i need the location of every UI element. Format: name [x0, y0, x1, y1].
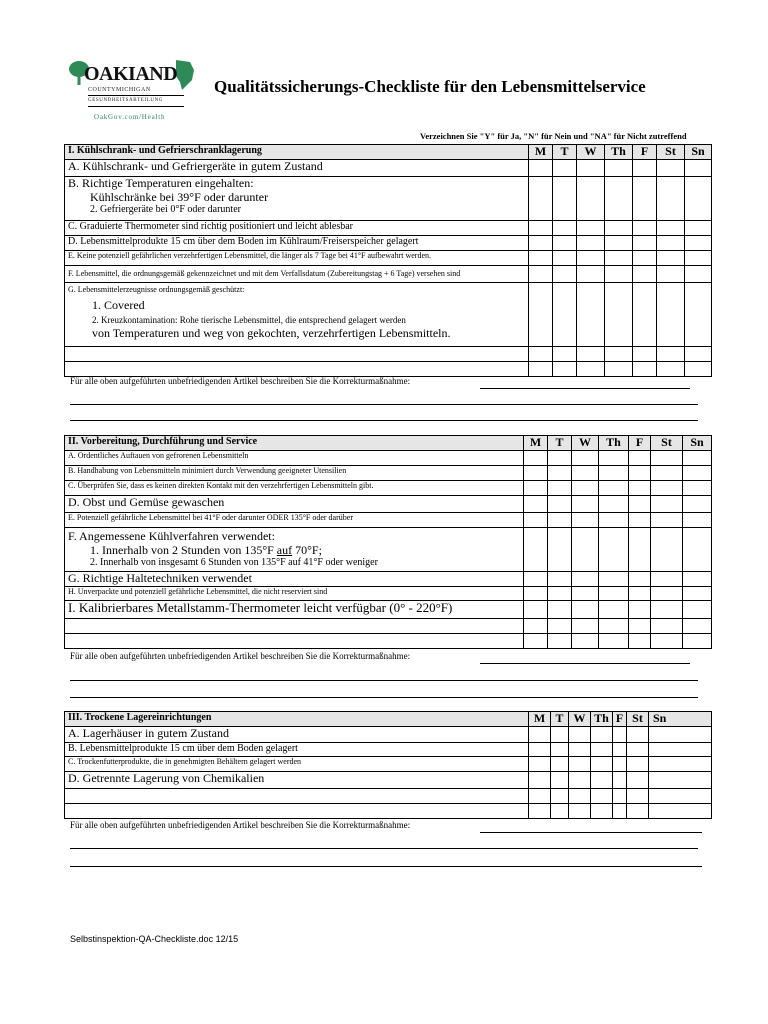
check-cell[interactable] [633, 159, 657, 176]
table-row [65, 159, 712, 176]
check-cell[interactable] [629, 512, 651, 527]
table-row [65, 265, 712, 282]
section-2-title: II. Vorbereitung, Durchführung und Service [65, 436, 524, 451]
check-cell[interactable] [553, 250, 577, 265]
check-cell[interactable] [649, 788, 712, 803]
corrective-action-line[interactable] [70, 697, 698, 698]
check-cell[interactable] [633, 265, 657, 282]
table-row [65, 361, 712, 376]
check-cell[interactable] [553, 159, 577, 176]
check-cell[interactable] [685, 220, 712, 235]
check-cell[interactable] [651, 495, 683, 512]
check-cell[interactable] [529, 346, 553, 361]
check-cell[interactable] [629, 527, 651, 571]
check-cell[interactable] [657, 346, 685, 361]
table-row [65, 788, 712, 803]
check-cell[interactable] [629, 618, 651, 633]
table-row [65, 176, 712, 220]
corrective-action-label: Für alle oben aufgeführten unbefriedigenden Artikel beschreiben Sie die Korrekturmaßnahme: [70, 820, 411, 830]
check-cell[interactable] [629, 633, 651, 648]
check-cell[interactable] [651, 512, 683, 527]
check-cell[interactable] [577, 361, 605, 376]
corrective-action-line[interactable] [480, 388, 690, 389]
table-row [65, 742, 712, 756]
empty-item [65, 361, 529, 376]
table-row [65, 726, 712, 742]
check-cell[interactable] [605, 361, 633, 376]
check-cell[interactable] [572, 450, 599, 465]
check-cell[interactable] [683, 633, 712, 648]
check-cell[interactable] [605, 346, 633, 361]
logo-county-text: COUNTYMICHIGAN [88, 87, 151, 93]
checklist-item: D. Getrennte Lagerung von Chemikalien [65, 771, 529, 788]
oakland-county-logo [68, 58, 198, 124]
check-cell[interactable] [649, 771, 712, 788]
check-cell[interactable] [633, 250, 657, 265]
check-cell[interactable] [572, 618, 599, 633]
day-header: T [551, 712, 569, 727]
day-header: Sn [683, 436, 712, 451]
item-g-sub1: 1. Covered [92, 297, 145, 312]
check-cell[interactable] [572, 586, 599, 600]
check-cell[interactable] [627, 771, 649, 788]
check-cell[interactable] [605, 265, 633, 282]
check-cell[interactable] [685, 235, 712, 250]
check-cell[interactable] [599, 527, 629, 571]
check-cell[interactable] [529, 742, 551, 756]
check-cell[interactable] [685, 159, 712, 176]
corrective-action-line[interactable] [70, 420, 698, 421]
check-cell[interactable] [683, 512, 712, 527]
check-cell[interactable] [613, 788, 627, 803]
check-cell[interactable] [572, 465, 599, 480]
check-cell[interactable] [683, 450, 712, 465]
check-cell[interactable] [529, 788, 551, 803]
day-header: W [572, 436, 599, 451]
check-cell[interactable] [613, 771, 627, 788]
check-cell[interactable] [657, 250, 685, 265]
check-cell[interactable] [599, 465, 629, 480]
check-cell[interactable] [627, 803, 649, 818]
logo-wordmark: OAKIAND [84, 63, 178, 85]
table-row [65, 618, 712, 633]
item-g-sub2-cont: von Temperaturen und weg von gekochten, verzehrfertigen Lebensmitteln. [92, 326, 451, 341]
item-g-sub2: 2. Kreuzkontamination: Rohe tierische Lebensmittel, die entsprechend gelagert werden [92, 314, 406, 325]
check-cell[interactable] [529, 361, 553, 376]
check-cell[interactable] [657, 159, 685, 176]
corrective-action-line[interactable] [70, 680, 698, 681]
check-cell[interactable] [591, 756, 613, 771]
check-cell[interactable] [649, 742, 712, 756]
check-cell[interactable] [599, 495, 629, 512]
check-cell[interactable] [651, 571, 683, 586]
checklist-item [65, 282, 529, 346]
section-1-table [64, 144, 712, 377]
check-cell[interactable] [551, 771, 569, 788]
check-cell[interactable] [657, 282, 685, 346]
check-cell[interactable] [524, 495, 548, 512]
checklist-item: E. Potenziell gefährliche Lebensmittel bei 41°F oder darunter ODER 135°F oder darüber [65, 512, 524, 527]
checklist-item: C. Graduierte Thermometer sind richtig positioniert und leicht ablesbar [65, 220, 529, 235]
check-cell[interactable] [657, 220, 685, 235]
day-header: F [633, 145, 657, 160]
check-cell[interactable] [633, 235, 657, 250]
item-b-sub2: 2. Gefriergeräte bei 0°F oder darunter [90, 204, 241, 216]
check-cell[interactable] [629, 450, 651, 465]
check-cell[interactable] [577, 176, 605, 220]
check-cell[interactable] [633, 346, 657, 361]
check-cell[interactable] [683, 480, 712, 495]
check-cell[interactable] [553, 235, 577, 250]
check-cell[interactable] [651, 618, 683, 633]
check-cell[interactable] [524, 600, 548, 618]
day-header: St [657, 145, 685, 160]
check-cell[interactable] [651, 600, 683, 618]
check-cell[interactable] [685, 361, 712, 376]
empty-item [65, 788, 529, 803]
item-b-sub1: Kühlschränke bei 39°F oder darunter [90, 189, 269, 204]
checklist-item: I. Kalibrierbares Metallstamm-Thermometer leicht verfügbar (0° - 220°F) [65, 600, 524, 618]
check-cell[interactable] [548, 512, 572, 527]
check-cell[interactable] [629, 571, 651, 586]
check-cell[interactable] [529, 756, 551, 771]
check-cell[interactable] [529, 771, 551, 788]
check-cell[interactable] [577, 282, 605, 346]
section-3-table [64, 711, 712, 819]
check-cell[interactable] [651, 527, 683, 571]
check-cell[interactable] [683, 495, 712, 512]
day-header: St [651, 436, 683, 451]
check-cell[interactable] [569, 726, 591, 742]
check-cell[interactable] [633, 220, 657, 235]
check-cell[interactable] [524, 571, 548, 586]
check-cell[interactable] [591, 771, 613, 788]
check-cell[interactable] [613, 742, 627, 756]
corrective-action-line[interactable] [70, 848, 698, 849]
check-cell[interactable] [551, 803, 569, 818]
table-row [65, 527, 712, 571]
section-3-title: III. Trockene Lagereinrichtungen [65, 712, 529, 727]
check-cell[interactable] [633, 361, 657, 376]
check-cell[interactable] [657, 235, 685, 250]
check-cell[interactable] [605, 220, 633, 235]
day-header: T [553, 145, 577, 160]
check-cell[interactable] [599, 571, 629, 586]
table-row [65, 250, 712, 265]
day-header: M [524, 436, 548, 451]
check-cell[interactable] [657, 176, 685, 220]
checklist-item: G. Richtige Haltetechniken verwendet [65, 571, 524, 586]
check-cell[interactable] [627, 788, 649, 803]
logo-website-text: OakGov.com/Health [94, 113, 166, 121]
check-cell[interactable] [551, 788, 569, 803]
empty-item [65, 633, 524, 648]
check-cell[interactable] [548, 480, 572, 495]
check-cell[interactable] [524, 465, 548, 480]
check-cell[interactable] [605, 282, 633, 346]
check-cell[interactable] [529, 265, 553, 282]
table-row [65, 346, 712, 361]
day-header: W [577, 145, 605, 160]
checklist-item: B. Handhabung von Lebensmitteln minimiert durch Verwendung geeigneter Utensilien [65, 465, 524, 480]
check-cell[interactable] [683, 600, 712, 618]
day-header: Sn [685, 145, 712, 160]
check-cell[interactable] [569, 788, 591, 803]
check-cell[interactable] [591, 726, 613, 742]
checklist-item: H. Unverpackte und potenziell gefährliche Lebensmittel, die nicht reserviert sind [65, 586, 524, 600]
corrective-action-line[interactable] [480, 663, 690, 664]
table-row [65, 633, 712, 648]
check-cell[interactable] [613, 726, 627, 742]
day-header: Th [591, 712, 613, 727]
check-cell[interactable] [651, 586, 683, 600]
table-row [65, 600, 712, 618]
item-g-label: G. Lebensmittelerzeugnisse ordnungsgemäß geschützt: [68, 284, 245, 294]
check-cell[interactable] [548, 495, 572, 512]
check-cell[interactable] [548, 571, 572, 586]
check-cell[interactable] [613, 803, 627, 818]
check-cell[interactable] [651, 465, 683, 480]
logo-department-text: GESUNDHEITSABTEILUNG [88, 98, 164, 103]
check-cell[interactable] [577, 159, 605, 176]
check-cell[interactable] [529, 250, 553, 265]
day-header: T [548, 436, 572, 451]
checklist-item: C. Überprüfen Sie, dass es keinen direkten Kontakt mit den verzehrfertigen Lebensmitteln gibt. [65, 480, 524, 495]
check-cell[interactable] [685, 265, 712, 282]
check-cell[interactable] [577, 250, 605, 265]
check-cell[interactable] [651, 480, 683, 495]
corrective-action-label: Für alle oben aufgeführten unbefriedigenden Artikel beschreiben Sie die Korrekturmaßnahme: [70, 651, 411, 661]
item-f-sub2: 2. Innerhalb von insgesamt 6 Stunden von 135°F auf 41°F oder weniger [90, 557, 378, 569]
table-row [65, 756, 712, 771]
checklist-item: A. Ordentliches Auftauen von gefrorenen Lebensmitteln [65, 450, 524, 465]
check-cell[interactable] [524, 586, 548, 600]
checklist-item [65, 527, 524, 571]
item-b-label: B. Richtige Temperaturen eingehalten: [68, 176, 254, 190]
day-header: Sn [649, 712, 712, 727]
check-cell[interactable] [553, 220, 577, 235]
check-cell[interactable] [572, 600, 599, 618]
section-1-title: I. Kühlschrank- und Gefrierschranklagerung [65, 145, 529, 160]
day-header: Th [605, 145, 633, 160]
table-row [65, 282, 712, 346]
check-cell[interactable] [613, 756, 627, 771]
checklist-item: D. Obst und Gemüse gewaschen [65, 495, 524, 512]
check-cell[interactable] [577, 346, 605, 361]
check-cell[interactable] [524, 480, 548, 495]
check-cell[interactable] [569, 742, 591, 756]
table-row [65, 465, 712, 480]
check-cell[interactable] [629, 586, 651, 600]
check-cell[interactable] [683, 571, 712, 586]
check-cell[interactable] [629, 480, 651, 495]
footer-filename: Selbstinspektion-QA-Checkliste.doc 12/15 [70, 934, 239, 944]
check-cell[interactable] [524, 633, 548, 648]
check-cell[interactable] [577, 220, 605, 235]
check-cell[interactable] [651, 450, 683, 465]
check-cell[interactable] [683, 618, 712, 633]
table-row [65, 495, 712, 512]
corrective-action-line[interactable] [70, 866, 702, 867]
check-cell[interactable] [591, 788, 613, 803]
page-title: Qualitätssicherungs-Checkliste für den Lebensmittelservice [214, 77, 646, 96]
check-cell[interactable] [599, 600, 629, 618]
empty-item [65, 618, 524, 633]
corrective-action-label: Für alle oben aufgeführten unbefriedigenden Artikel beschreiben Sie die Korrekturmaßnahme: [70, 376, 411, 386]
day-header: Th [599, 436, 629, 451]
check-cell[interactable] [569, 771, 591, 788]
table-row [65, 450, 712, 465]
corrective-action-line[interactable] [480, 832, 702, 833]
corrective-action-line[interactable] [70, 404, 698, 405]
check-cell[interactable] [605, 176, 633, 220]
table-row [65, 220, 712, 235]
item-f-sub1 [68, 544, 520, 558]
check-cell[interactable] [553, 361, 577, 376]
check-cell[interactable] [683, 527, 712, 571]
item-f-sub1-text: 1. Innerhalb von 2 Stunden von 135°F [90, 542, 274, 557]
check-cell[interactable] [627, 756, 649, 771]
check-cell[interactable] [529, 159, 553, 176]
check-cell[interactable] [553, 265, 577, 282]
checklist-item: B. Lebensmittelprodukte 15 cm über dem Boden gelagert [65, 742, 529, 756]
check-cell[interactable] [591, 742, 613, 756]
check-cell[interactable] [599, 618, 629, 633]
check-cell[interactable] [551, 756, 569, 771]
check-cell[interactable] [529, 176, 553, 220]
check-cell[interactable] [629, 465, 651, 480]
legend-note: Verzeichnen Sie "Y" für Ja, "N" für Nein und "NA" für Nicht zutreffend [420, 131, 687, 141]
check-cell[interactable] [529, 282, 553, 346]
check-cell[interactable] [599, 633, 629, 648]
check-cell[interactable] [572, 480, 599, 495]
table-row [65, 803, 712, 818]
day-header: F [613, 712, 627, 727]
check-cell[interactable] [548, 465, 572, 480]
checklist-item: F. Lebensmittel, die ordnungsgemäß gekennzeichnet und mit dem Verfallsdatum (Zubereitungstag + 6 Tage) versehen sind [65, 265, 529, 282]
item-f-sub1-end: 70°F; [295, 542, 322, 557]
check-cell[interactable] [572, 633, 599, 648]
check-cell[interactable] [683, 586, 712, 600]
day-header: M [529, 712, 551, 727]
check-cell[interactable] [599, 586, 629, 600]
check-cell[interactable] [591, 803, 613, 818]
check-cell[interactable] [651, 633, 683, 648]
checklist-item: C. Trockenfutterprodukte, die in genehmigten Behältern gelagert werden [65, 756, 529, 771]
item-f-label: F. Angemessene Kühlverfahren verwendet: [68, 528, 275, 543]
section-2-header-row [65, 436, 712, 451]
check-cell[interactable] [605, 235, 633, 250]
check-cell[interactable] [553, 346, 577, 361]
table-row [65, 571, 712, 586]
table-row [65, 771, 712, 788]
check-cell[interactable] [553, 176, 577, 220]
check-cell[interactable] [685, 250, 712, 265]
checklist-item: A. Kühlschrank- und Gefriergeräte in gutem Zustand [65, 159, 529, 176]
empty-item [65, 803, 529, 818]
check-cell[interactable] [627, 726, 649, 742]
check-cell[interactable] [629, 600, 651, 618]
checklist-item: E. Keine potenziell gefährlichen verzehrfertigen Lebensmittel, die länger als 7 Tage bei 41°F aufbewahrt werden. [65, 250, 529, 265]
check-cell[interactable] [629, 495, 651, 512]
day-header: W [569, 712, 591, 727]
check-cell[interactable] [524, 512, 548, 527]
check-cell[interactable] [649, 803, 712, 818]
check-cell[interactable] [685, 282, 712, 346]
check-cell[interactable] [551, 726, 569, 742]
check-cell[interactable] [649, 726, 712, 742]
check-cell[interactable] [529, 803, 551, 818]
check-cell[interactable] [683, 465, 712, 480]
table-row [65, 586, 712, 600]
table-row [65, 512, 712, 527]
check-cell[interactable] [524, 618, 548, 633]
check-cell[interactable] [548, 450, 572, 465]
check-cell[interactable] [649, 756, 712, 771]
table-row [65, 480, 712, 495]
check-cell[interactable] [627, 742, 649, 756]
check-cell[interactable] [685, 176, 712, 220]
check-cell[interactable] [524, 450, 548, 465]
day-header: M [529, 145, 553, 160]
check-cell[interactable] [529, 220, 553, 235]
section-2-table [64, 435, 712, 649]
check-cell[interactable] [572, 527, 599, 571]
checklist-item: A. Lagerhäuser in gutem Zustand [65, 726, 529, 742]
empty-item [65, 346, 529, 361]
check-cell[interactable] [657, 265, 685, 282]
section-3-header-row [65, 712, 712, 727]
check-cell[interactable] [548, 527, 572, 571]
check-cell[interactable] [524, 527, 548, 571]
check-cell[interactable] [548, 600, 572, 618]
check-cell[interactable] [599, 512, 629, 527]
check-cell[interactable] [569, 756, 591, 771]
check-cell[interactable] [529, 235, 553, 250]
check-cell[interactable] [685, 346, 712, 361]
checklist-item: D. Lebensmittelprodukte 15 cm über dem Boden im Kühlraum/Freiserspeicher gelagert [65, 235, 529, 250]
check-cell[interactable] [548, 633, 572, 648]
check-cell[interactable] [572, 571, 599, 586]
check-cell[interactable] [572, 495, 599, 512]
check-cell[interactable] [599, 480, 629, 495]
day-header: St [627, 712, 649, 727]
check-cell[interactable] [551, 742, 569, 756]
check-cell[interactable] [572, 512, 599, 527]
check-cell[interactable] [548, 586, 572, 600]
table-row [65, 235, 712, 250]
check-cell[interactable] [633, 176, 657, 220]
logo-rule [88, 106, 184, 107]
check-cell[interactable] [605, 250, 633, 265]
check-cell[interactable] [657, 361, 685, 376]
check-cell[interactable] [577, 235, 605, 250]
check-cell[interactable] [577, 265, 605, 282]
item-f-sub1-underlined: auf [276, 542, 293, 557]
check-cell[interactable] [569, 803, 591, 818]
check-cell[interactable] [633, 282, 657, 346]
logo-rule [88, 95, 184, 96]
check-cell[interactable] [553, 282, 577, 346]
check-cell[interactable] [548, 618, 572, 633]
section-1-header-row [65, 145, 712, 160]
check-cell[interactable] [599, 450, 629, 465]
check-cell[interactable] [529, 726, 551, 742]
day-header: F [629, 436, 651, 451]
checklist-item [65, 176, 529, 220]
check-cell[interactable] [605, 159, 633, 176]
